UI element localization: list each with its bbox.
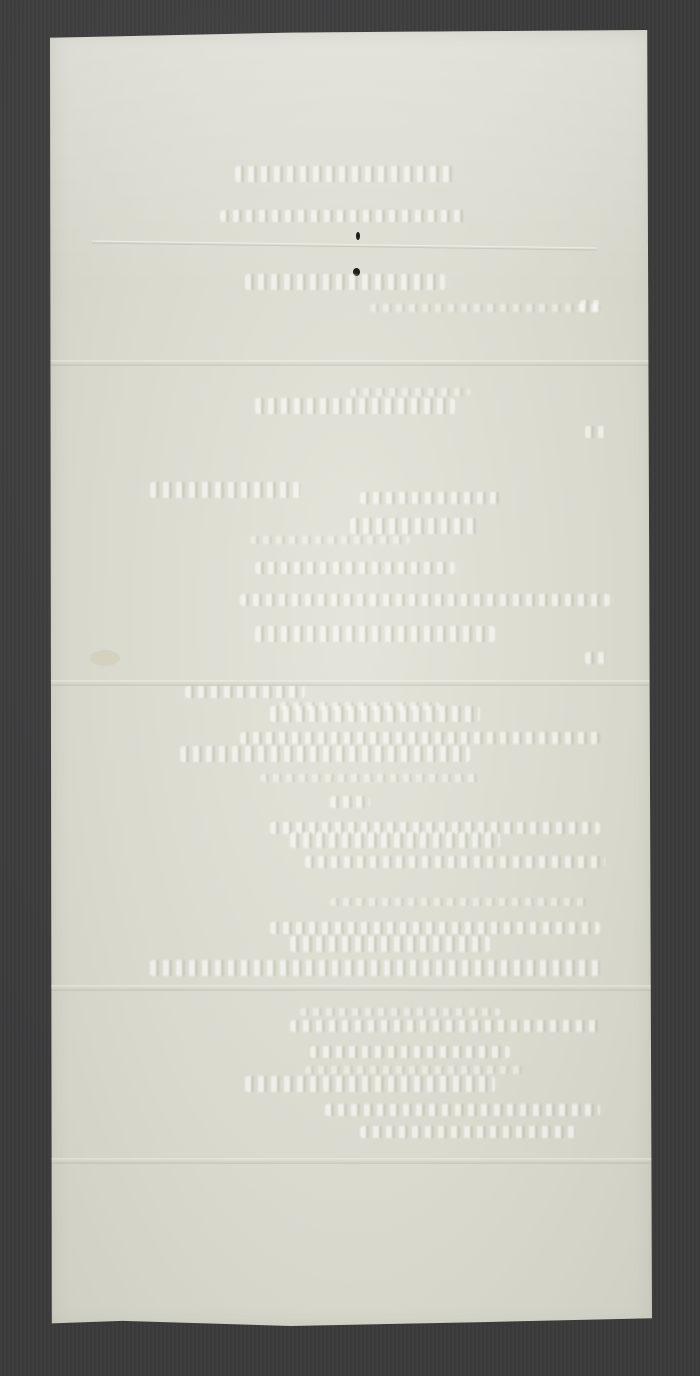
embossed-mark bbox=[290, 1020, 600, 1032]
embossed-mark bbox=[290, 936, 490, 952]
embossed-mark bbox=[585, 652, 605, 664]
embossed-mark bbox=[255, 626, 495, 642]
embossed-mark bbox=[185, 686, 305, 698]
paper-sheet-reverse-side bbox=[50, 30, 652, 1326]
embossed-mark bbox=[235, 166, 455, 182]
embossed-mark bbox=[150, 960, 600, 976]
embossed-mark bbox=[310, 1046, 510, 1058]
embossed-mark bbox=[370, 304, 600, 312]
embossed-mark bbox=[270, 922, 600, 934]
embossed-mark bbox=[350, 518, 480, 534]
embossed-mark bbox=[290, 832, 500, 848]
fold-crease bbox=[50, 985, 652, 991]
embossed-mark bbox=[330, 898, 590, 906]
embossed-mark bbox=[150, 482, 300, 498]
paper-stain bbox=[90, 650, 120, 666]
embossed-mark bbox=[180, 746, 470, 762]
fold-crease bbox=[50, 360, 652, 366]
embossed-mark bbox=[585, 426, 605, 438]
embossed-mark bbox=[270, 706, 480, 722]
embossed-mark bbox=[255, 562, 455, 574]
embossed-mark bbox=[580, 300, 600, 312]
embossed-mark bbox=[220, 210, 465, 222]
embossed-mark bbox=[330, 796, 370, 808]
embossed-mark bbox=[300, 1008, 500, 1016]
embossed-mark bbox=[305, 1066, 525, 1074]
embossed-mark bbox=[260, 774, 480, 782]
embossed-mark bbox=[245, 1076, 495, 1092]
embossed-rule-line bbox=[92, 240, 597, 250]
embossed-mark bbox=[240, 732, 600, 744]
binding-hole bbox=[356, 232, 360, 240]
embossed-mark bbox=[250, 536, 410, 544]
fold-crease bbox=[50, 1158, 652, 1164]
embossed-mark bbox=[240, 594, 610, 606]
embossed-mark bbox=[360, 492, 500, 504]
embossed-mark bbox=[350, 388, 470, 396]
fold-crease bbox=[50, 680, 652, 686]
embossed-mark bbox=[305, 856, 605, 868]
embossed-mark bbox=[255, 398, 455, 414]
embossed-mark bbox=[360, 1126, 575, 1138]
embossed-mark bbox=[325, 1104, 600, 1116]
embossed-mark bbox=[245, 274, 445, 290]
